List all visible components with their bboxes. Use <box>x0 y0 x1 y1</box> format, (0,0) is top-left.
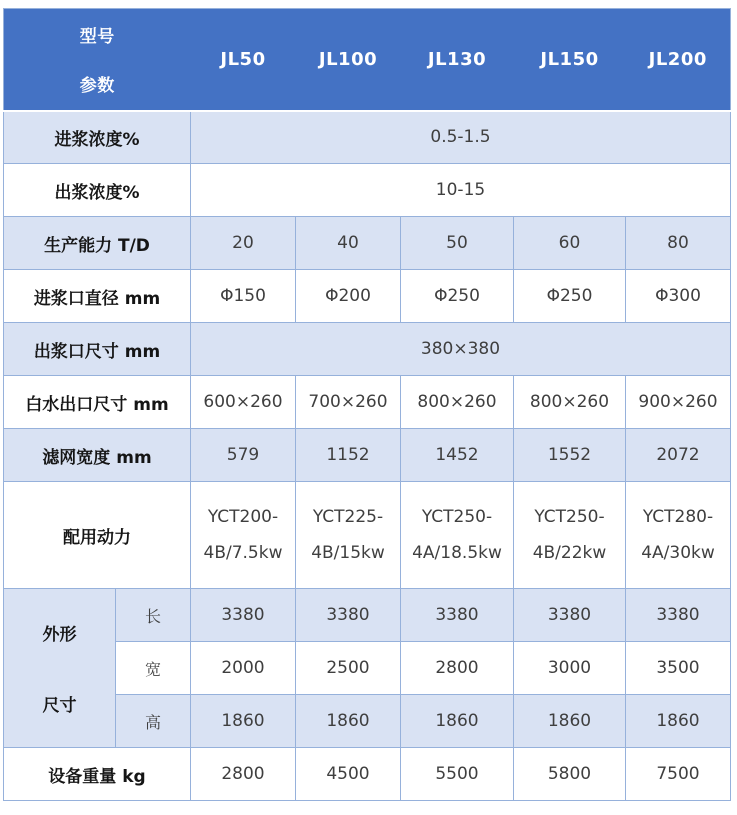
value-cell: 3380 <box>191 589 296 642</box>
value-cell: Φ300 <box>626 270 731 323</box>
row-outlet-consistency <box>4 164 731 217</box>
row-whitewater-outlet <box>4 376 731 429</box>
sub-row-label: 长 <box>116 589 191 642</box>
value-cell <box>191 482 296 589</box>
power-line1: YCT250- <box>421 507 493 527</box>
value-cell: 1860 <box>514 695 626 748</box>
power-line2: 4B/22kw <box>532 543 607 563</box>
value-cell: 2800 <box>401 642 514 695</box>
header-row <box>4 9 731 111</box>
value-cell: 800×260 <box>401 376 514 429</box>
value-cell: 4500 <box>296 748 401 801</box>
row-label: 滤网宽度 mm <box>4 429 191 482</box>
value-cell: 50 <box>401 217 514 270</box>
value-cell: 5500 <box>401 748 514 801</box>
value-cell: Φ200 <box>296 270 401 323</box>
model-header-jl50: JL50 <box>191 9 296 111</box>
row-label: 白水出口尺寸 mm <box>4 376 191 429</box>
value-cell: 579 <box>191 429 296 482</box>
power-line1: YCT280- <box>642 507 714 527</box>
value-cell: 600×260 <box>191 376 296 429</box>
row-label: 进浆口直径 mm <box>4 270 191 323</box>
model-header-jl130: JL130 <box>401 9 514 111</box>
row-inlet-diameter <box>4 270 731 323</box>
power-line2: 4B/7.5kw <box>203 543 283 563</box>
value-cell: 900×260 <box>626 376 731 429</box>
corner-label-model: 型号 <box>79 27 115 48</box>
value-cell: 1860 <box>191 695 296 748</box>
power-line2: 4A/30kw <box>641 543 715 563</box>
value-cell: 2800 <box>191 748 296 801</box>
value-cell: 1552 <box>514 429 626 482</box>
value-cell: Φ250 <box>401 270 514 323</box>
power-line1: YCT200- <box>207 507 279 527</box>
model-header-jl150: JL150 <box>514 9 626 111</box>
value-cell: Φ150 <box>191 270 296 323</box>
value-cell: 20 <box>191 217 296 270</box>
spec-table-container <box>3 8 730 801</box>
value-cell: 700×260 <box>296 376 401 429</box>
value-cell: 1860 <box>296 695 401 748</box>
dimensions-group-label <box>4 589 116 748</box>
dimensions-label-line1: 外形 <box>42 625 77 645</box>
value-cell: 1860 <box>626 695 731 748</box>
corner-label-param: 参数 <box>79 76 115 97</box>
dimensions-label-line2: 尺寸 <box>42 696 77 716</box>
row-motor-power <box>4 482 731 589</box>
value-cell: 3500 <box>626 642 731 695</box>
value-cell: 80 <box>626 217 731 270</box>
value-cell <box>514 482 626 589</box>
value-cell: 2000 <box>191 642 296 695</box>
value-cell: 1452 <box>401 429 514 482</box>
value-cell: 1152 <box>296 429 401 482</box>
row-label: 进浆浓度% <box>4 111 191 164</box>
value-cell: 7500 <box>626 748 731 801</box>
row-dimension-length <box>4 589 731 642</box>
value-cell: 10-15 <box>191 164 731 217</box>
value-cell: 3000 <box>514 642 626 695</box>
value-cell: Φ250 <box>514 270 626 323</box>
model-header-jl100: JL100 <box>296 9 401 111</box>
value-cell: 3380 <box>514 589 626 642</box>
value-cell: 3380 <box>626 589 731 642</box>
model-header-jl200: JL200 <box>626 9 731 111</box>
row-label: 配用动力 <box>4 482 191 589</box>
row-inlet-consistency <box>4 111 731 164</box>
sub-row-label: 高 <box>116 695 191 748</box>
power-line2: 4A/18.5kw <box>412 543 502 563</box>
row-label: 出浆口尺寸 mm <box>4 323 191 376</box>
value-cell: 0.5-1.5 <box>191 111 731 164</box>
value-cell: 800×260 <box>514 376 626 429</box>
row-label: 生产能力 T/D <box>4 217 191 270</box>
value-cell: 5800 <box>514 748 626 801</box>
value-cell: 3380 <box>296 589 401 642</box>
corner-header-cell <box>4 9 191 111</box>
value-cell: 2500 <box>296 642 401 695</box>
value-cell: 2072 <box>626 429 731 482</box>
value-cell: 1860 <box>401 695 514 748</box>
row-label: 设备重量 kg <box>4 748 191 801</box>
power-line2: 4B/15kw <box>311 543 385 563</box>
value-cell: 40 <box>296 217 401 270</box>
value-cell: 3380 <box>401 589 514 642</box>
row-weight <box>4 748 731 801</box>
row-screen-width <box>4 429 731 482</box>
row-outlet-size <box>4 323 731 376</box>
value-cell <box>401 482 514 589</box>
row-label: 出浆浓度% <box>4 164 191 217</box>
value-cell: 60 <box>514 217 626 270</box>
value-cell: 380×380 <box>191 323 731 376</box>
row-capacity <box>4 217 731 270</box>
power-line1: YCT250- <box>534 507 605 527</box>
value-cell <box>626 482 731 589</box>
value-cell <box>296 482 401 589</box>
spec-table <box>3 8 731 801</box>
power-line1: YCT225- <box>312 507 384 527</box>
sub-row-label: 宽 <box>116 642 191 695</box>
